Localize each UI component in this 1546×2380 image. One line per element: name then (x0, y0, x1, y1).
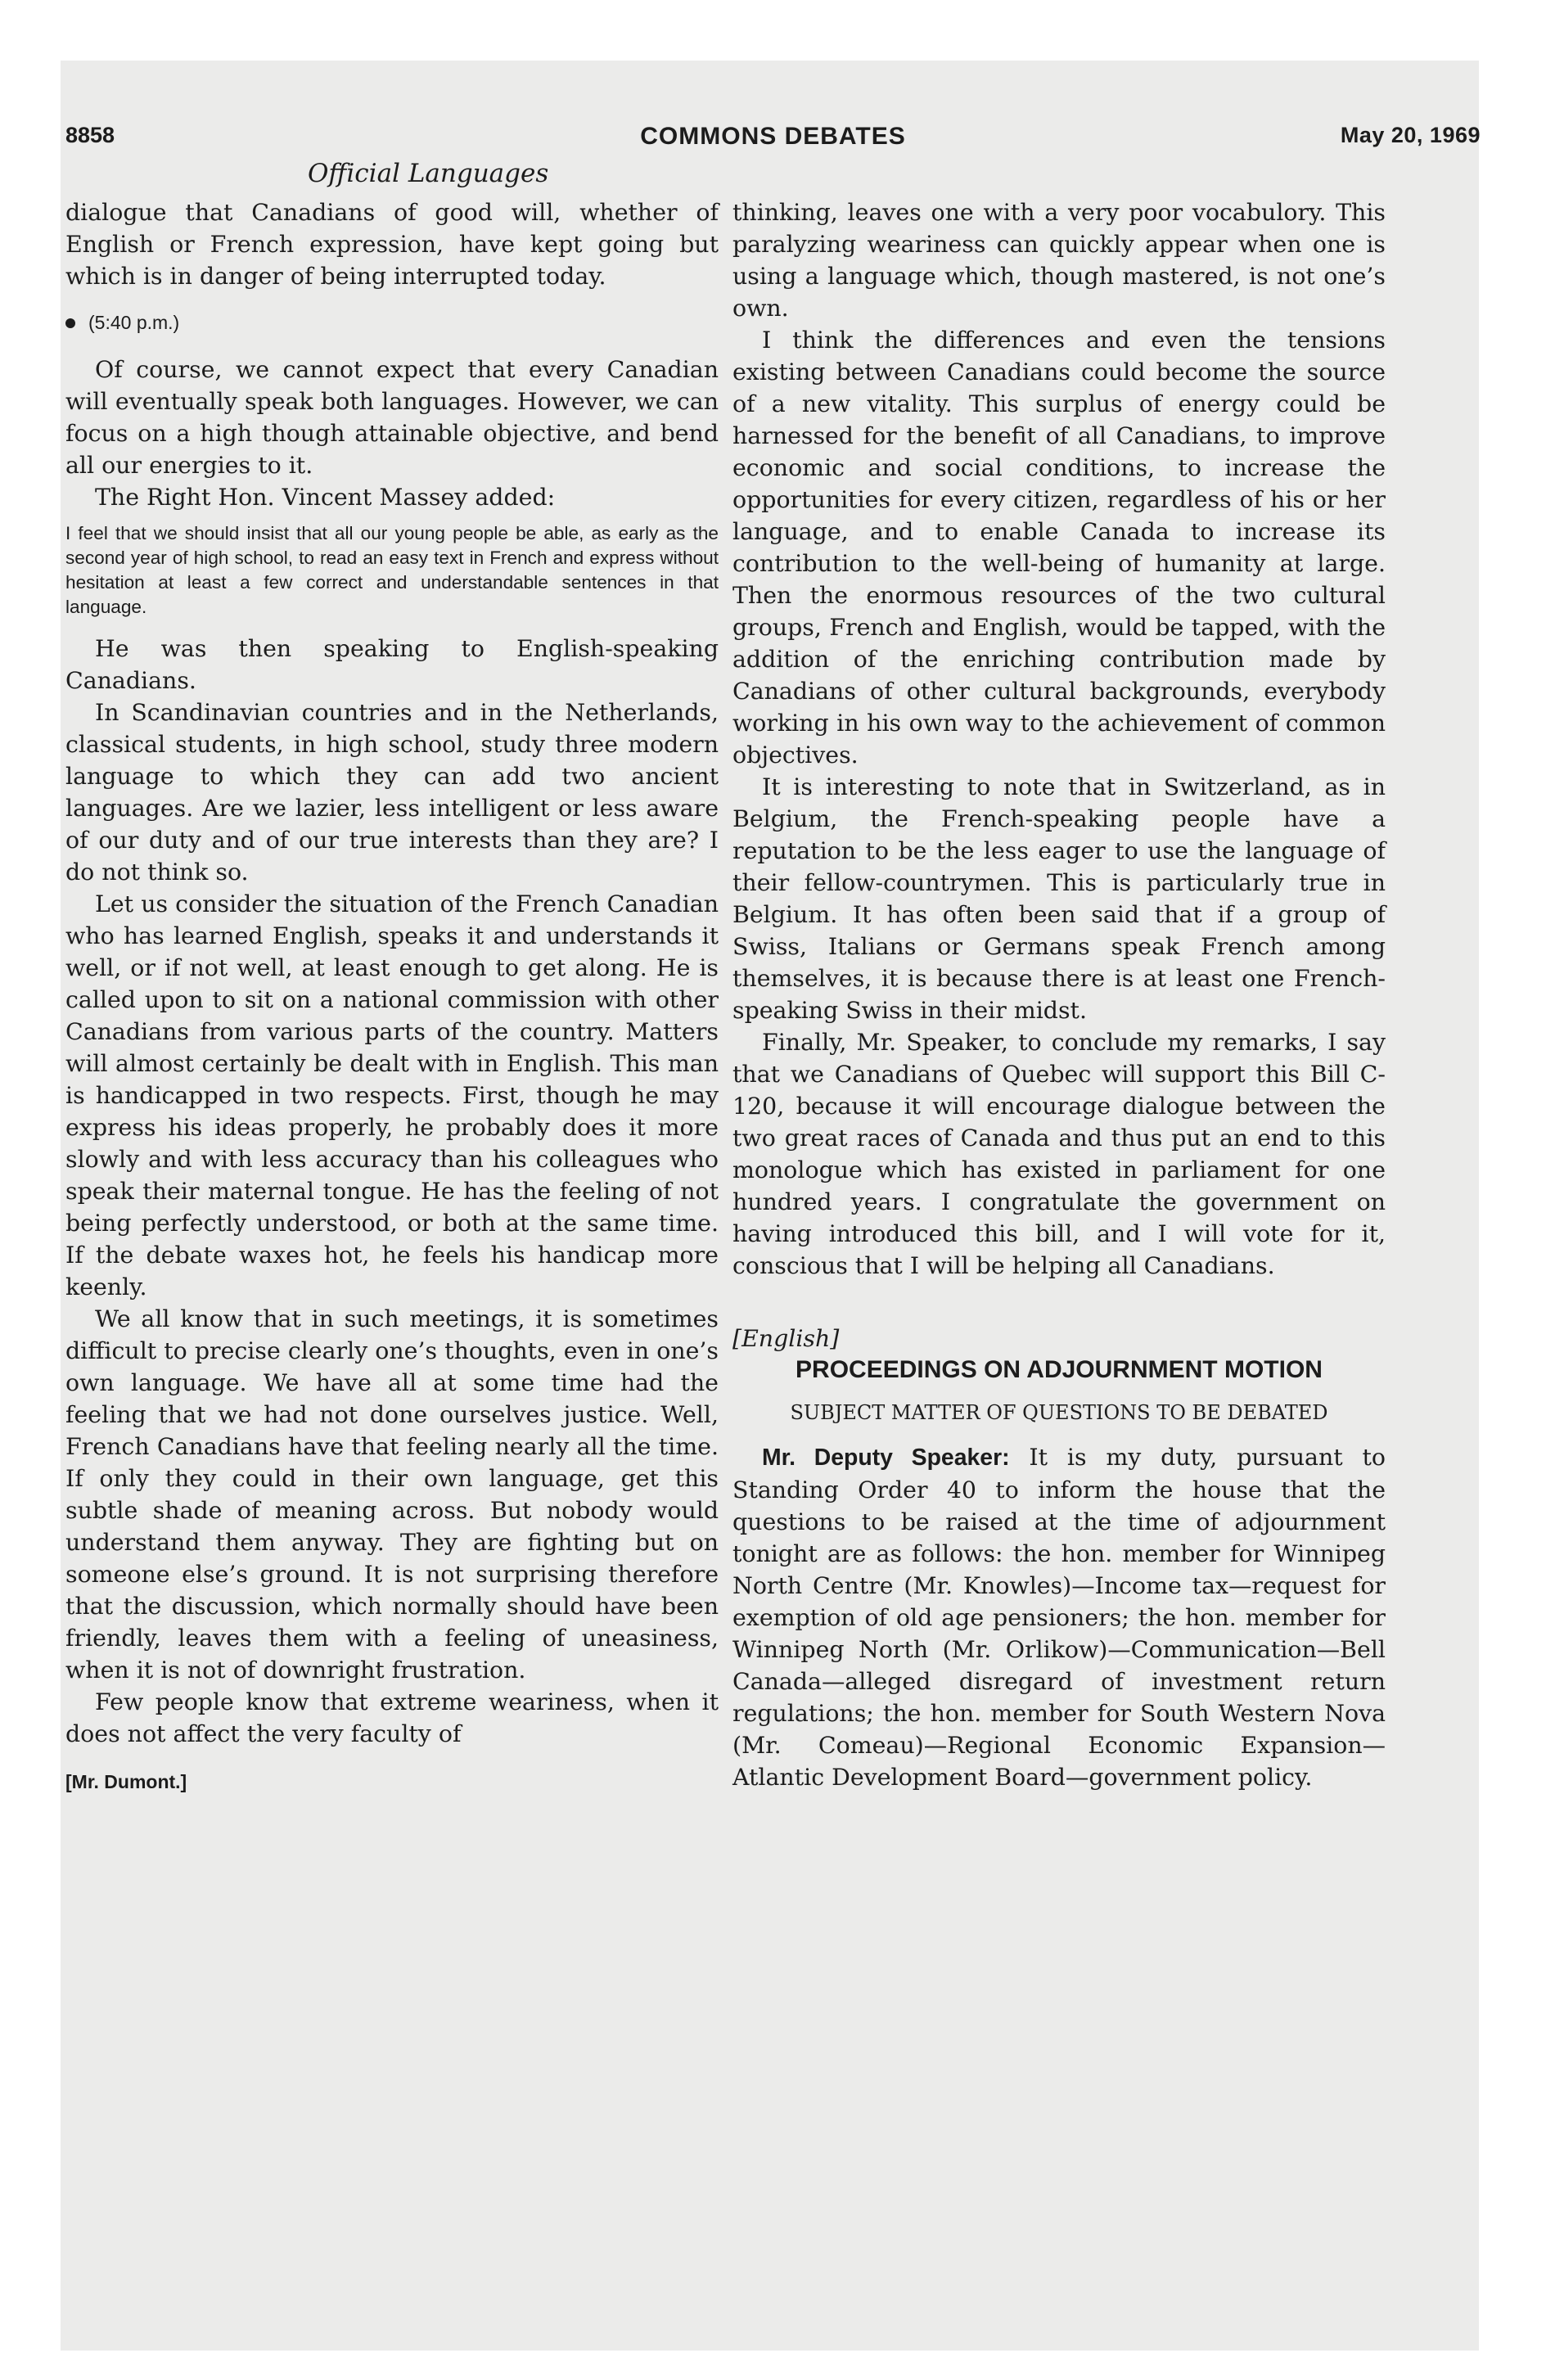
speaker-name: Mr. Deputy Speaker: (762, 1445, 1010, 1471)
language-tag: [English] (732, 1325, 840, 1352)
right-column (732, 196, 1386, 1793)
paragraph: thinking, leaves one with a very poor vocabulory. This paralyzing weariness can quickly appear when one is using a language which, though mastered, is not one’s own. (732, 199, 1386, 322)
paragraph: In Scandinavian countries and in the Netherlands, classical students, in high school, study three modern language to which they can add two ancient languages. Are we lazier, less intelligent or less aware of our duty and of our true interests than they are? I do not think so. (65, 699, 719, 886)
subject-heading: SUBJECT MATTER OF QUESTIONS TO BE DEBATED (790, 1401, 1328, 1424)
paragraph: It is interesting to note that in Switzerland, as in Belgium, the French-speaking people have a reputation to be the less eager to use the language of their fellow-countrymen. This is particularly true in Belgium. It has often been said that if a group of Swiss, Italians or Germans speak French among themselves, it is because there is at least one French-speaking Swiss in their midst. (732, 773, 1386, 1024)
proceedings-heading: PROCEEDINGS ON ADJOURNMENT MOTION (796, 1356, 1323, 1383)
paragraph: The Right Hon. Vincent Massey added: (95, 484, 556, 511)
paragraph: He was then speaking to English-speaking Canadians. (65, 635, 719, 694)
paragraph: I think the differences and even the tensions existing between Canadians could become the source of a new vitality. This surplus of energy could be harnessed for the benefit of all Canadians, to improve economic and social conditions, to increase the opportunities for every citizen, regardless of his or her language, and to enable Canada to increase its contribution to the well-being of humanity at large. Then the enormous resources of the two cultural groups, French and English, would be tapped, with the addition of the enriching contribution made by Canadians of other cultural backgrounds, everybody working in his own way to the achievement of common objectives. (732, 327, 1386, 769)
page-date: May 20, 1969 (1340, 123, 1481, 147)
speaker-text: It is my duty, pursuant to Standing Order 40 to inform the house that the questions to be raised at the time of adjournment tonight are as follows: the hon. member for Winnipeg North Centre (Mr. Knowles)—Income tax—request for exemption of old age pensioners; the hon. member for Winnipeg North (Mr. Orlikow)—Communication—Bell Canada—alleged disregard of investment return regulations; the hon. member for South Western Nova (Mr. Comeau)—Regional Economic Expansion—Atlantic Development Board—government policy. (732, 1444, 1386, 1791)
time-stamp-text: (5:40 p.m.) (88, 312, 180, 333)
left-column (65, 196, 719, 1798)
paragraph: We all know that in such meetings, it is sometimes difficult to precise clearly one’s thoughts, even in one’s own language. We have all at some time had the feeling that we had not done ourselves justice. Well, French Canadians have that feeling nearly all the time. If only they could in their own language, get this subtle shade of meaning across. But nobody would understand them anyway. They are fighting but on someone else’s ground. It is not surprising therefore that the discussion, which normally should have been friendly, leaves them with a feeling of uneasiness, when it is not of downright frustration. (65, 1305, 719, 1684)
page-title: COMMONS DEBATES (640, 123, 906, 150)
paragraph: Of course, we cannot expect that every Canadian will eventually speak both languages. However, we can focus on a high though attainable objective, and bend all our energies to it. (65, 356, 719, 479)
page-header (65, 123, 1481, 164)
speaker-footer: [Mr. Dumont.] (65, 1771, 187, 1792)
time-stamp (65, 307, 719, 339)
bullet-icon (65, 318, 75, 328)
paragraph (732, 1441, 1386, 1793)
paragraph: Few people know that extreme weariness, when it does not affect the very faculty of (65, 1688, 719, 1747)
paragraph: Let us consider the situation of the French Canadian who has learned English, speaks it and understands it well, or if not well, at least enough to get along. He is called upon to sit on a national commission with other Canadians from various parts of the country. Matters will almost certainly be dealt with in English. This man is handicapped in two respects. First, though he may express his ideas properly, he probably does it more slowly and with less accuracy than his colleagues who speak their maternal tongue. He has the feeling of not being perfectly understood, or both at the same time. If the debate waxes hot, he feels his handicap more keenly. (65, 890, 719, 1300)
paragraph: Finally, Mr. Speaker, to conclude my remarks, I say that we Canadians of Quebec will support this Bill C-120, because it will encourage dialogue between the two great races of Canada and thus put an end to this monologue which has existed in parliament for one hundred years. I congratulate the government on having introduced this bill, and I will vote for it, conscious that I will be helping all Canadians. (732, 1029, 1386, 1279)
section-subheading: Official Languages (308, 159, 549, 188)
paragraph: dialogue that Canadians of good will, whether of English or French expression, have kept going but which is in danger of being interrupted today. (65, 199, 719, 290)
block-quote: I feel that we should insist that all our young people be able, as early as the second year of high school, to read an easy text in French and express without hesitation at least a few correct and understandable sentences in that language. (65, 523, 719, 617)
page-number: 8858 (65, 123, 115, 147)
